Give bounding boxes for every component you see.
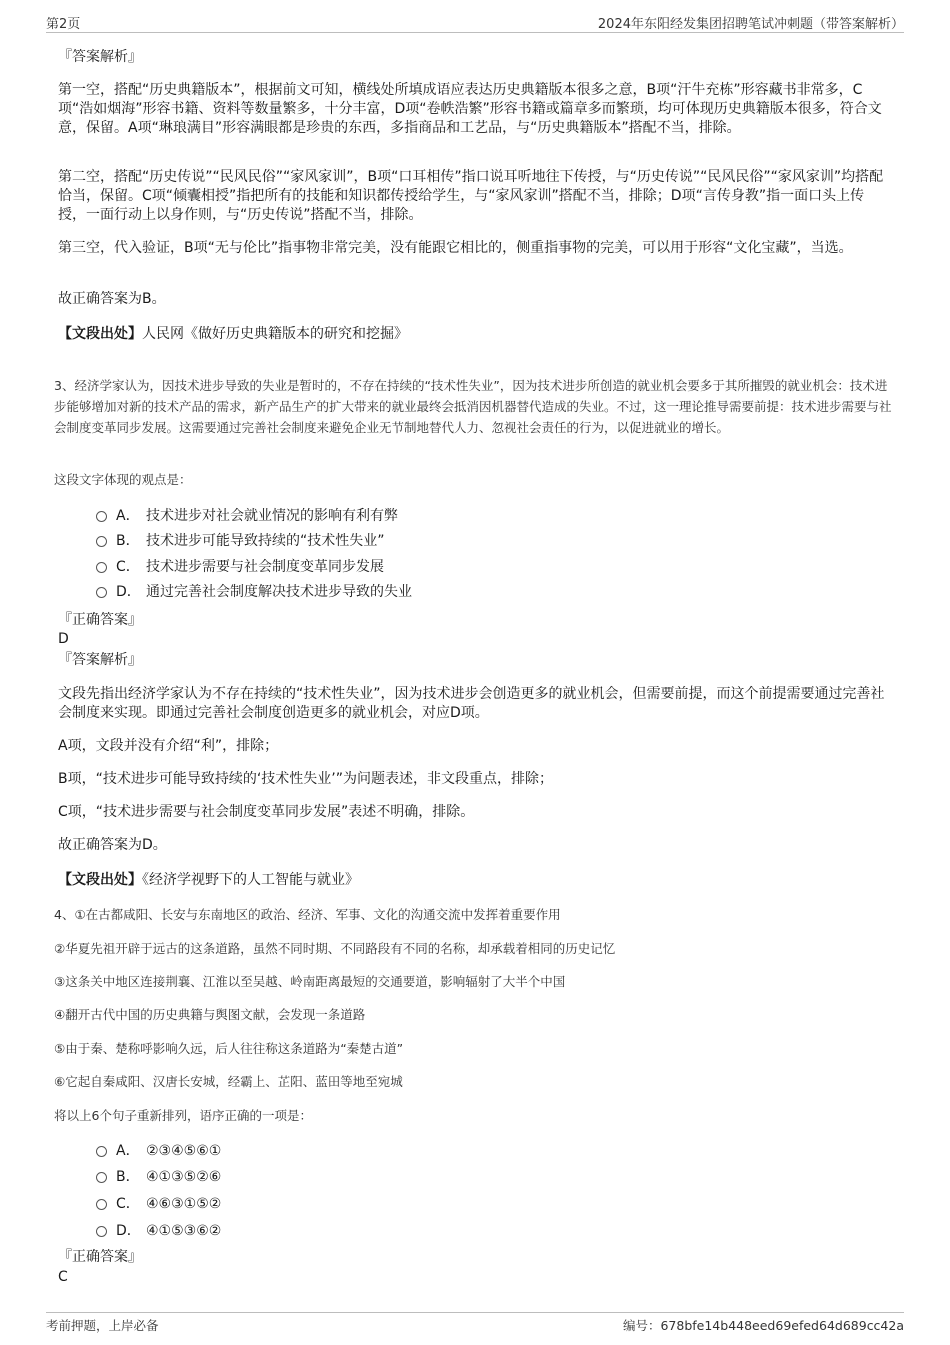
- conclusion: 故正确答案为D。: [58, 837, 167, 853]
- analysis-paragraph: A项，文段并没有介绍“利”，排除；: [58, 738, 279, 754]
- answer-analysis-label: 『答案解析』: [58, 49, 142, 65]
- option-d[interactable]: D． ④①⑤③⑥②: [96, 1222, 221, 1240]
- source-line: [58, 871, 888, 890]
- page-header: [46, 10, 904, 33]
- option-a[interactable]: A． 技术进步对社会就业情况的影响有利有弊: [96, 507, 398, 525]
- footer-slogan: 考前押题，上岸必备: [46, 1318, 159, 1333]
- question-prompt: 这段文字体现的观点是：: [54, 472, 192, 487]
- sentence-6: ⑥它起自秦咸阳、汉唐长安城，经霸上、芷阳、蓝田等地至宛城: [54, 1074, 403, 1089]
- source-line: [58, 325, 888, 344]
- source-label: 【文段出处】: [58, 872, 142, 888]
- option-c[interactable]: C． ④⑥③①⑤②: [96, 1195, 221, 1213]
- analysis-paragraph: 文段先指出经济学家认为不存在持续的“技术性失业”，因为技术进步会创造更多的就业机会，但需要前提，而这个前提需要通过完善社会制度来实现。即通过完善社会制度创造更多的就业机会，对应D项。: [58, 686, 885, 721]
- answer-analysis-label: 『答案解析』: [58, 652, 142, 668]
- analysis-paragraph: 第三空，代入验证，B项“无与伦比”指事物非常完美，没有能跟它相比的，侧重指事物的完美，可以用于形容“文化宝藏”，当选。: [58, 240, 853, 256]
- radio-button[interactable]: [96, 1226, 107, 1237]
- conclusion: 故正确答案为B。: [58, 291, 166, 307]
- source-label: 【文段出处】: [58, 326, 142, 342]
- sentence-4: ④翻开古代中国的历史典籍与舆图文献，会发现一条道路: [54, 1007, 366, 1022]
- correct-answer: C: [58, 1269, 68, 1285]
- sentence-1: 4、①在古都咸阳、长安与东南地区的政治、经济、军事、文化的沟通交流中发挥着重要作用: [54, 907, 561, 922]
- correct-answer: D: [58, 631, 69, 647]
- sentence-3: ③这条关中地区连接荆襄、江淮以至吴越、岭南距离最短的交通要道，影响辐射了大半个中国: [54, 974, 566, 989]
- page-number: 第2页: [46, 17, 81, 32]
- radio-button[interactable]: [96, 587, 107, 598]
- radio-button[interactable]: [96, 511, 107, 522]
- radio-button[interactable]: [96, 562, 107, 573]
- radio-button[interactable]: [96, 1199, 107, 1210]
- radio-button[interactable]: [96, 1172, 107, 1183]
- correct-answer-label: 『正确答案』: [58, 1249, 142, 1265]
- option-a[interactable]: A． ②③④⑤⑥①: [96, 1142, 221, 1160]
- document-id: 编号：678bfe14b448eed69efed64d689cc42a: [622, 1318, 904, 1333]
- correct-answer-label: 『正确答案』: [58, 612, 142, 628]
- page-footer: [46, 1312, 904, 1335]
- source-text: 人民网《做好历史典籍版本的研究和挖掘》: [142, 326, 408, 342]
- radio-button[interactable]: [96, 536, 107, 547]
- document-title: 2024年东阳经发集团招聘笔试冲刺题（带答案解析）: [597, 17, 904, 32]
- option-b[interactable]: B． 技术进步可能导致持续的“技术性失业”: [96, 532, 385, 550]
- option-c[interactable]: C． 技术进步需要与社会制度变革同步发展: [96, 558, 384, 576]
- analysis-paragraph: 第一空，搭配“历史典籍版本”，根据前文可知，横线处所填成语应表达历史典籍版本很多之意，B项“汗牛充栋”形容藏书非常多，C项“浩如烟海”形容书籍、资料等数量繁多，十分丰富，D项“卷帙浩繁”形容书籍或篇章多而繁琐，均可体现历史典籍版本很多，符合文意，保留。A项“琳琅满目”形容满眼都是珍贵的东西，多指商品和工艺品，与“历史典籍版本”搭配不当，排除。: [58, 82, 882, 136]
- analysis-paragraph: C项，“技术进步需要与社会制度变革同步发展”表述不明确，排除。: [58, 804, 475, 820]
- radio-button[interactable]: [96, 1146, 107, 1157]
- analysis-paragraph: B项，“技术进步可能导致持续的‘技术性失业’”为问题表述，非文段重点，排除；: [58, 771, 554, 787]
- sentence-2: ②华夏先祖开辟于远古的这条道路，虽然不同时期、不同路段有不同的名称，却承载着相同的历史记忆: [54, 941, 616, 956]
- analysis-paragraph: 第二空，搭配“历史传说”“民风民俗”“家风家训”，B项“口耳相传”指口说耳听地往下传授，与“历史传说”“民风民俗”“家风家训”均搭配恰当，保留。C项“倾囊相授”指把所有的技能和知识都传授给学生，与“家风家训”搭配不当，排除；D项“言传身教”指一面口头上传授，一面行动上以身作则，与“历史传说”搭配不当，排除。: [58, 169, 884, 223]
- question-stem: 3、经济学家认为，因技术进步导致的失业是暂时的，不存在持续的“技术性失业”，因为技术进步所创造的就业机会要多于其所摧毁的就业机会：技术进步能够增加对新的技术产品的需求，新产品生产的扩大带来的就业最终会抵消因机器替代造成的失业。不过，这一理论推导需要前提：技术进步需要与社会制度变革同步发展。这需要通过完善社会制度来避免企业无节制地替代人力、忽视社会责任的行为，以促进就业的增长。: [54, 378, 892, 435]
- option-d[interactable]: D． 通过完善社会制度解决技术进步导致的失业: [96, 583, 412, 601]
- question-prompt: 将以上6个句子重新排列，语序正确的一项是：: [54, 1108, 312, 1123]
- source-text: 《经济学视野下的人工智能与就业》: [142, 872, 359, 888]
- option-b[interactable]: B． ④①③⑤②⑥: [96, 1168, 221, 1186]
- sentence-5: ⑤由于秦、楚称呼影响久远，后人往往称这条道路为“秦楚古道”: [54, 1041, 404, 1056]
